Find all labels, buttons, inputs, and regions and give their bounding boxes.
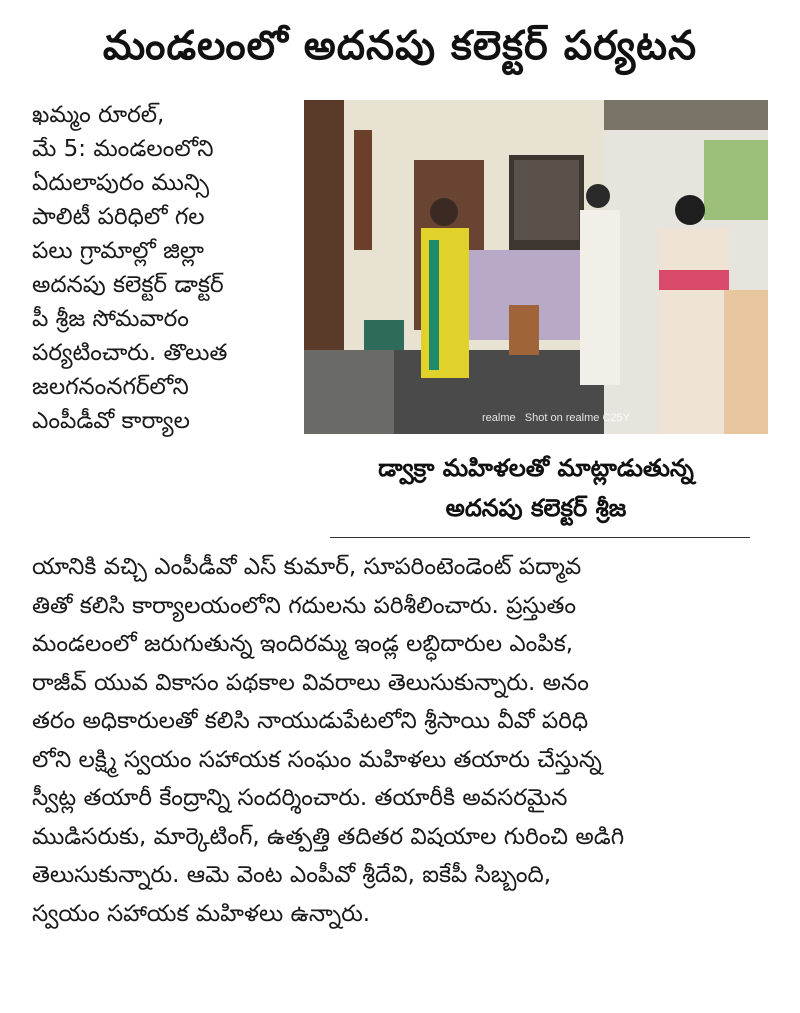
body-line: తెలుసుకున్నారు. ఆమె వెంట ఎంపీవో శ్రీదేవి, ఐకేపీ సిబ్బంది, xyxy=(32,862,552,888)
intro-line: ఎంపీడీవో కార్యాల xyxy=(32,408,190,434)
caption-line: అదనపు కలెక్టర్ శ్రీజ xyxy=(445,494,627,522)
intro-line: ఖమ్మం రూరల్, xyxy=(32,102,165,128)
intro-line: జలగనంనగర్‌లోని xyxy=(32,374,189,400)
body-line: స్వీట్ల తయారీ కేంద్రాన్ని సందర్శించారు. తయారీకి అవసరమైన xyxy=(32,785,568,811)
intro-column xyxy=(32,98,304,438)
body-line: మండలంలో జరుగుతున్న ఇందిరమ్మ ఇండ్ల లబ్ధిదారుల ఎంపిక, xyxy=(32,631,574,657)
intro-line: పలు గ్రామాల్లో జిల్లా xyxy=(32,238,204,264)
intro-line: మే 5: మండలంలోని xyxy=(32,136,214,162)
body-line: స్వయం సహాయక మహిళలు ఉన్నారు. xyxy=(32,900,371,927)
article-body xyxy=(32,548,780,933)
headline: మండలంలో అదనపు కలెక్టర్ పర్యటన xyxy=(102,23,698,69)
intro-line: పీ శ్రీజ సోమవారం xyxy=(32,306,189,332)
intro-line: అదనపు కలెక్టర్ డాక్టర్ xyxy=(32,272,224,298)
intro-line: పాలిటీ పరిధిలో గల xyxy=(32,204,205,230)
camera-watermark xyxy=(482,412,630,424)
intro-line: పర్యటించారు. తొలుత xyxy=(32,340,228,366)
body-line: యానికి వచ్చి ఎంపీడీవో ఎస్ కుమార్, సూపరింటెండెంట్ పద్మావ xyxy=(32,554,582,580)
body-line: రాజీవ్ యువ వికాసం పథకాల వివరాలు తెలుసుకున్నారు. అనం xyxy=(32,669,589,696)
body-line: ముడిసరుకు, మార్కెటింగ్, ఉత్పత్తి తదితర విషయాల గురించి అడిగి xyxy=(32,823,625,850)
body-line: లోని లక్ష్మి స్వయం సహాయక సంఘం మహిళలు తయారు చేస్తున్న xyxy=(32,746,602,773)
caption-divider xyxy=(330,537,750,538)
watermark-text: Shot on realme C25Y xyxy=(524,412,630,424)
body-line: తరం అధికారులతో కలిసి నాయుడుపేటలోని శ్రీసాయి వీవో పరిధి xyxy=(32,708,589,734)
photo-scene xyxy=(304,100,768,434)
photo-caption xyxy=(304,448,768,528)
news-photo xyxy=(304,100,768,434)
intro-line: ఏదులాపురం మున్సి xyxy=(32,170,210,196)
caption-line: డ్వాక్రా మహిళలతో మాట్లాడుతున్న xyxy=(378,454,694,482)
watermark-brand: realme xyxy=(482,412,516,424)
body-line: తితో కలిసి కార్యాలయంలోని గదులను పరిశీలించారు. ప్రస్తుతం xyxy=(32,592,577,619)
